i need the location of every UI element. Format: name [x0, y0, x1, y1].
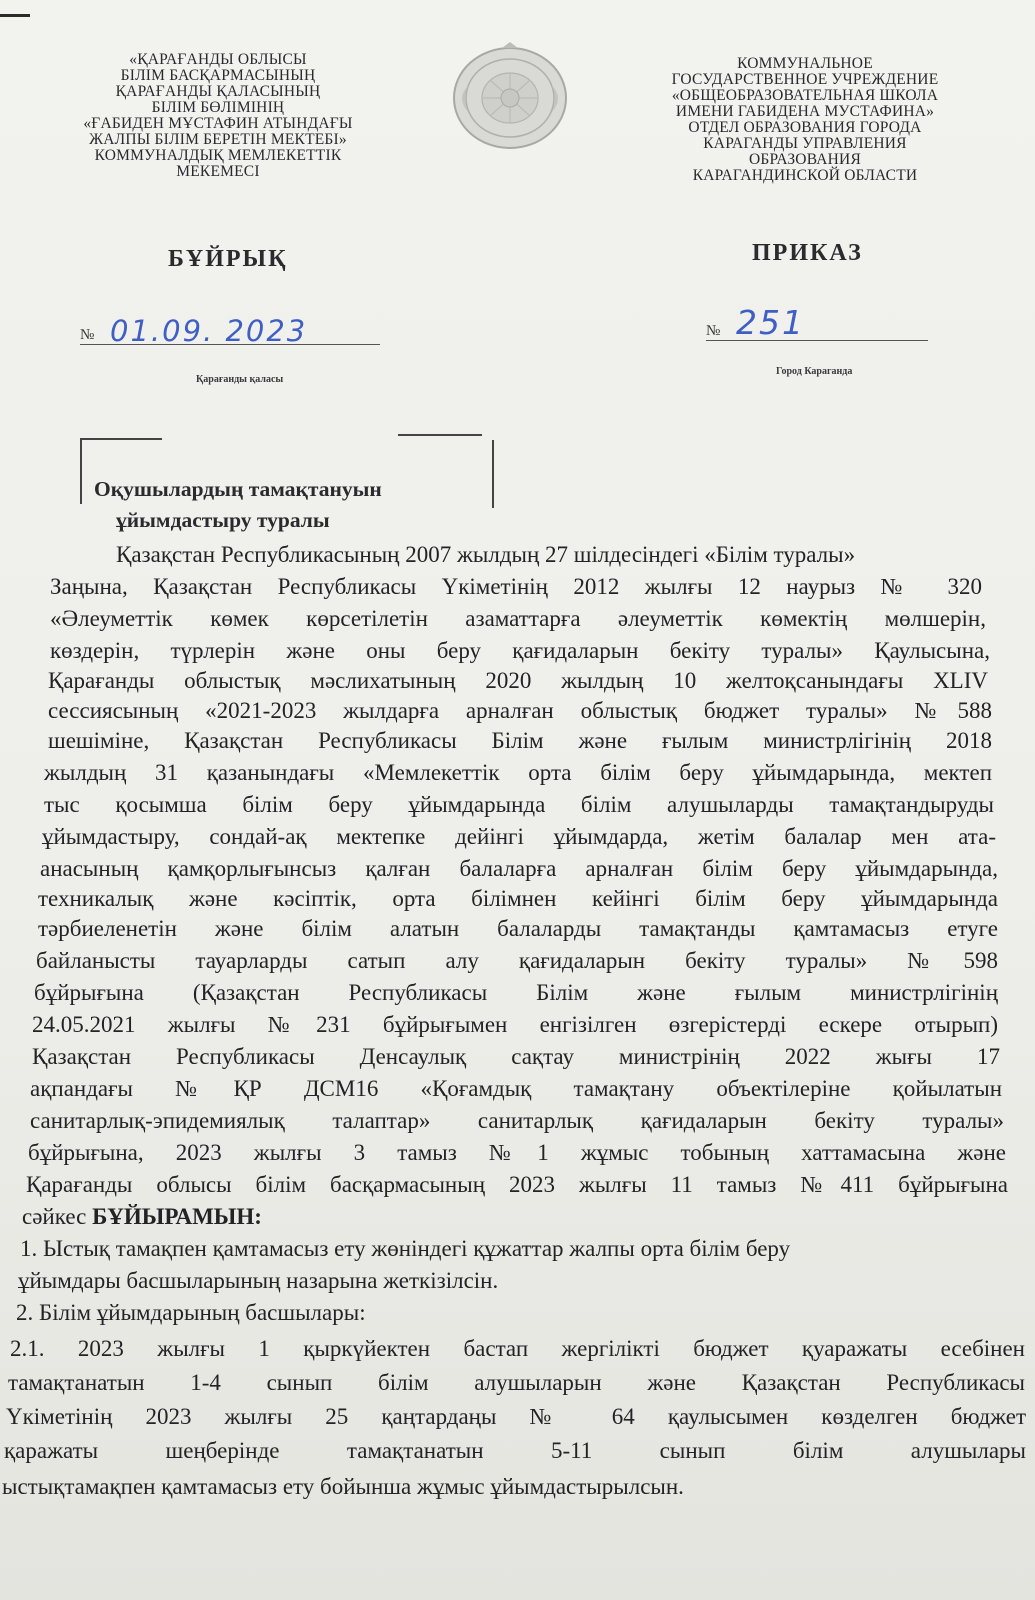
subject-bracket	[398, 434, 482, 436]
city-ru: Город Караганда	[776, 366, 853, 377]
body-line: Қарағанды облысы білім басқармасының 2023 жылғы 11 тамыз №411 бұйрығына	[26, 1172, 1008, 1197]
body-line: Қазақстан Республикасы Денсаулық сақтау министрінің 2022 жығы 17	[32, 1044, 1000, 1069]
header-ru	[640, 56, 970, 184]
order-title-ru: ПРИКАЗ	[752, 240, 863, 266]
header-kz-line: ЖАЛПЫ БІЛІМ БЕРЕТІН МЕКТЕБІ»	[89, 131, 347, 148]
header-ru-line: «ОБЩЕОБРАЗОВАТЕЛЬНАЯ ШКОЛА	[671, 87, 939, 104]
body-line: ұйымдастыру, сондай-ақ мектепке дейінгі ұйымдарда, жетім балалар мен ата-	[42, 824, 996, 849]
header-kz-line: БІЛІМ БӨЛІМІНІҢ	[151, 99, 285, 116]
subject-line: ұйымдастыру туралы	[116, 508, 330, 532]
order-number-field	[706, 303, 928, 342]
body-line: тыс қосымша білім беру ұйымдарында білім алушыларды тамақтандыруды	[44, 792, 994, 817]
header-kz-line: «ҚАРАҒАНДЫ ОБЛЫСЫ	[129, 51, 307, 68]
body-line: байланысты тауарларды сатып алу қағидаларын бекіту туралы» №598	[36, 948, 998, 973]
body-line: шешіміне, Қазақстан Республикасы Білім және ғылым министрлігінің 2018	[48, 728, 992, 753]
header-ru-line: КАРАГАНДЫ УПРАВЛЕНИЯ	[703, 135, 907, 152]
subject-line: Оқушылардың тамақтануын	[94, 477, 382, 501]
body-line: санитарлық-эпидемиялық талаптар» санитарлық қағидаларын бекіту туралы»	[30, 1108, 1004, 1133]
header-kz	[48, 52, 388, 180]
header-kz-line: МЕКЕМЕСІ	[176, 163, 260, 180]
header-ru-line: ИМЕНИ ГАБИДЕНА МУСТАФИНА»	[675, 103, 935, 120]
body-line: техникалық және кәсіптік, орта білімнен кейінгі білім беру ұйымдарында	[38, 886, 998, 911]
order-item: 2. Білім ұйымдарының басшылары:	[16, 1300, 366, 1325]
header-kz-line: КОММУНАЛДЫҚ МЕМЛЕКЕТТІК	[94, 147, 342, 164]
body-line: «Әлеуметтік көмек көрсетілетін азаматтарға әлеуметтік көмектің мөлшерін,	[50, 606, 986, 631]
header-ru-line: КАРАГАНДИНСКОЙ ОБЛАСТИ	[692, 167, 918, 184]
order-date-field	[80, 314, 380, 348]
header-ru-line: ОТДЕЛ ОБРАЗОВАНИЯ ГОРОДА	[688, 119, 922, 136]
order-item: 1. Ыстық тамақпен қамтамасыз ету жөніндегі құжаттар жалпы орта білім беру	[20, 1236, 791, 1261]
body-line: Қазақстан Республикасының 2007 жылдың 27 шілдесіндегі «Білім туралы»	[116, 542, 856, 567]
handwritten-number: 251	[736, 303, 805, 342]
body-line: тәрбиеленетін және білім алатын балаларды тамақтанды қамтамасыз етуге	[38, 916, 998, 941]
body-line: Қарағанды облыстық мәслихатының 2020 жылдың 10 желтоқсанындағы XLIV	[48, 668, 988, 693]
header-kz-line: ҚАРАҒАНДЫ ҚАЛАСЫНЫҢ	[115, 83, 321, 100]
subject-bracket	[492, 440, 494, 508]
order-item: ыстықтамақпен қамтамасыз ету бойынша жұмыс ұйымдастырылсын.	[2, 1474, 684, 1499]
body-line: анасының қамқорлығынсыз қалған балаларға арналған білім беру ұйымдарында,	[40, 856, 998, 881]
body-line: 24.05.2021 жылғы №231 бұйрығымен енгізілген өзгерістерді ескере отырып)	[32, 1012, 998, 1037]
body-line: ақпандағы №ҚР ДСМ16 «Қоғамдық тамақтану объектілеріне қойылатын	[30, 1076, 1002, 1101]
header-ru-line: ГОСУДАРСТВЕННОЕ УЧРЕЖДЕНИЕ	[671, 71, 939, 88]
order-word-prefix: сәйкес	[22, 1204, 87, 1229]
state-emblem-icon	[448, 42, 572, 150]
order-item: тамақтанатын 1-4 сынып білім алушыларын және Қазақстан Республикасы	[8, 1370, 1025, 1395]
order-word-line	[22, 1204, 262, 1230]
body-line: жылдың 31 қазанындағы «Мемлекеттік орта білім беру ұйымдарында, мектеп	[44, 760, 992, 785]
header-ru-line: ОБРАЗОВАНИЯ	[749, 151, 861, 168]
order-item: 2.1. 2023 жылғы 1 қыркүйектен бастап жергілікті бюджет қуаражаты есебінен	[10, 1336, 1025, 1361]
header-kz-line: «ҒАБИДЕН МҰСТАФИН АТЫНДАҒЫ	[83, 115, 353, 132]
order-item: ұйымдары басшыларының назарына жеткізілсін.	[18, 1268, 499, 1293]
header-kz-line: БІЛІМ БАСҚАРМАСЫНЫҢ	[120, 67, 316, 84]
number-sign: №	[706, 323, 721, 339]
number-sign: №	[80, 327, 95, 343]
order-word: БҰЙЫРАМЫН:	[92, 1204, 262, 1229]
order-title-kz: БҰЙРЫҚ	[168, 246, 288, 272]
subject-bracket	[80, 438, 162, 440]
body-line: бұйрығына (Қазақстан Республикасы Білім және ғылым министрлігінің	[34, 980, 998, 1005]
handwritten-date: 01.09. 2023	[110, 314, 308, 348]
header-ru-line: КОММУНАЛЬНОЕ	[737, 55, 873, 72]
order-item: қаражаты шеңберінде тамақтанатын 5-11 сынып білім алушылары	[4, 1438, 1026, 1463]
order-subject	[94, 474, 382, 536]
body-line: Заңына, Қазақстан Республикасы Үкіметінің 2012 жылғы 12 наурыз № 320	[50, 574, 982, 599]
city-kz: Қарағанды қаласы	[196, 374, 284, 385]
body-line: сессиясының «2021-2023 жылдарға арналған облыстық бюджет туралы» №588	[48, 698, 992, 723]
body-line: бұйрығына, 2023 жылғы 3 тамыз №1 жұмыс тобының хаттамасына және	[28, 1140, 1006, 1165]
order-item: Үкіметінің 2023 жылғы 25 қаңтардаңы № 64 қаулысымен көзделген бюджет	[6, 1404, 1026, 1429]
body-line: көздерін, түрлерін және оны беру қағидаларын бекіту туралы» Қаулысына,	[50, 638, 990, 663]
corner-mark	[0, 14, 30, 17]
subject-bracket	[80, 438, 82, 504]
